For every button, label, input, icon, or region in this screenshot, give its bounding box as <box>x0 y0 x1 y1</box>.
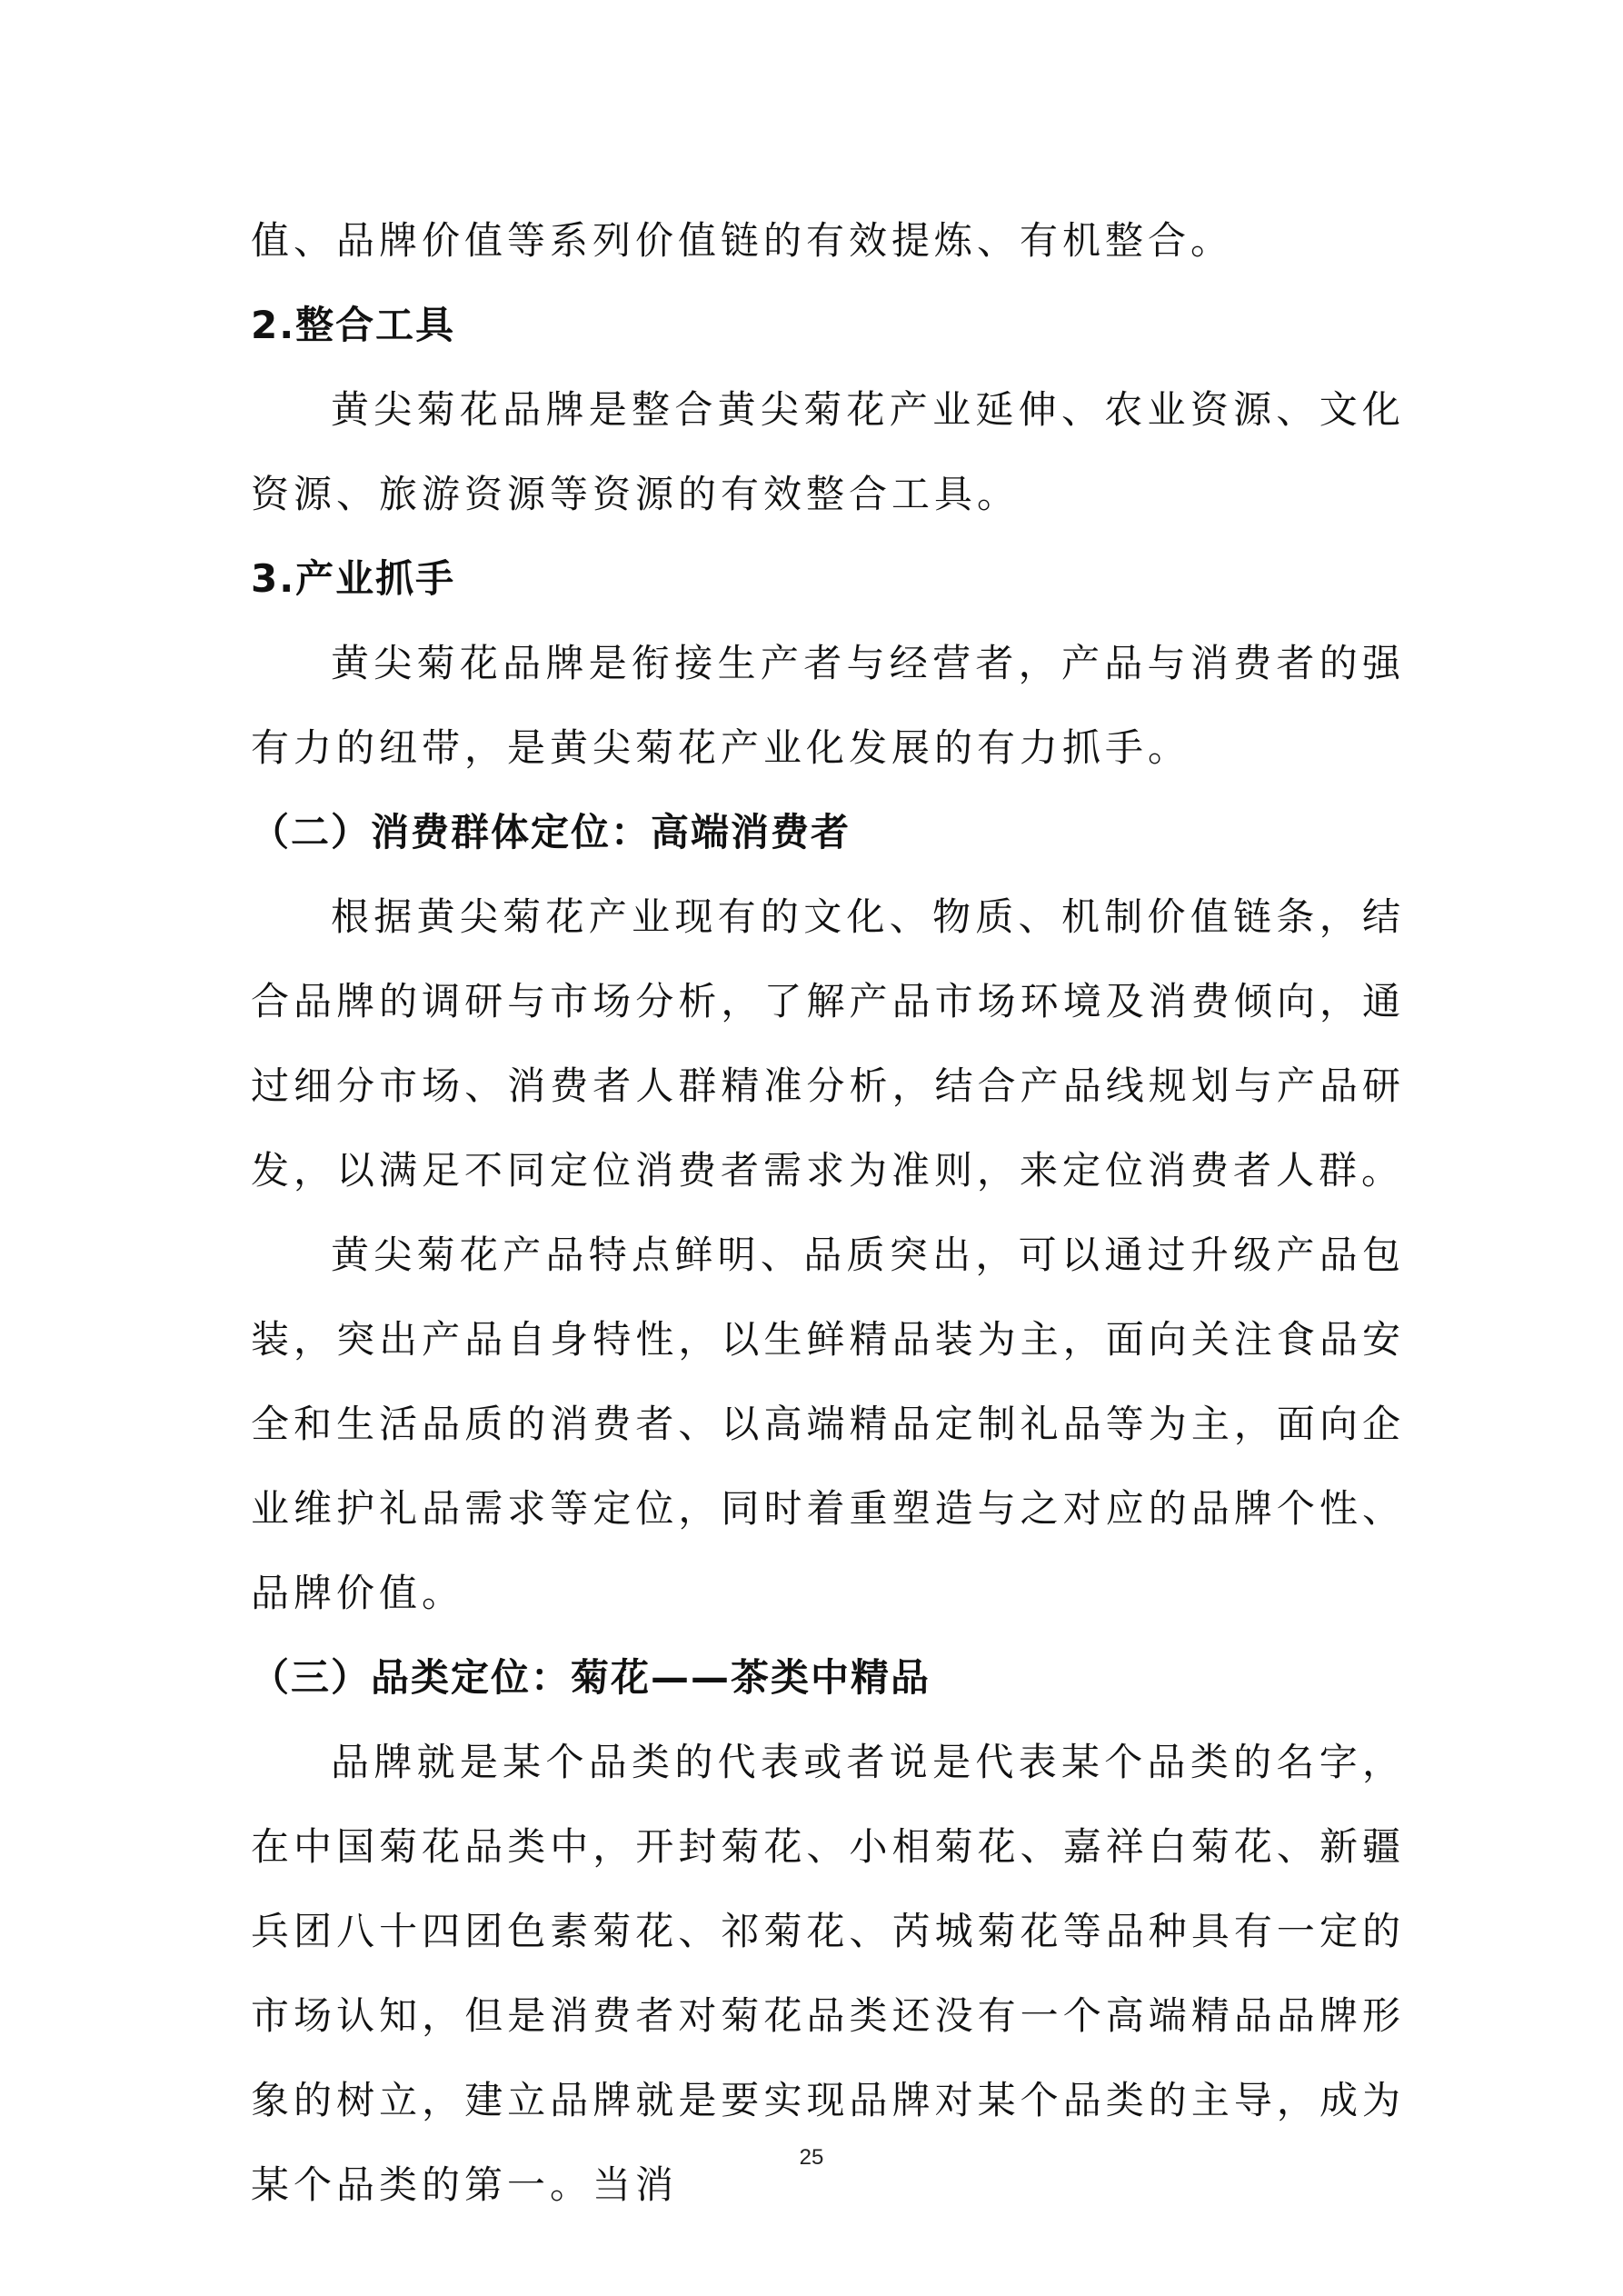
heading-category-positioning: （三）品类定位：菊花——茶类中精品 <box>251 1655 931 1700</box>
paragraph-consumer-positioning-1: 根据黄尖菊花产业现有的文化、物质、机制价值链条，结合品牌的调研与市场分析，了解产品市场环境及消费倾向，通过细分市场、消费者人群精准分析，结合产品线规划与产品研发，以满足不同定位消费者需求为准则，来定位消费者人群。 <box>251 894 1405 1193</box>
paragraph-consumer-positioning-2: 黄尖菊花产品特点鲜明、品质突出，可以通过升级产品包装，突出产品自身特性，以生鲜精品装为主，面向关注食品安全和生活品质的消费者、以高端精品定制礼品等为主，面向企业维护礼品需求等定位，同时着重塑造与之对应的品牌个性、品牌价值。 <box>251 1233 1405 1615</box>
page-number: 25 <box>799 2145 824 2170</box>
heading-industry-lever: 3.产业抓手 <box>251 556 456 601</box>
heading-integration-tool: 2.整合工具 <box>251 303 456 347</box>
paragraph-industry-lever: 黄尖菊花品牌是衔接生产者与经营者，产品与消费者的强有力的纽带，是黄尖菊花产业化发展的有力抓手。 <box>251 641 1405 770</box>
paragraph-continuation: 值、品牌价值等系列价值链的有效提炼、有机整合。 <box>251 218 1234 263</box>
page-body <box>251 198 1405 2227</box>
heading-consumer-positioning: （二）消费群体定位：高端消费者 <box>251 810 851 854</box>
paragraph-category-positioning: 品牌就是某个品类的代表或者说是代表某个品类的名字，在中国菊花品类中，开封菊花、小相菊花、嘉祥白菊花、新疆兵团八十四团色素菊花、祁菊花、芮城菊花等品种具有一定的市场认知，但是消费者对菊花品类还没有一个高端精品品牌形象的树立，建立品牌就是要实现品牌对某个品类的主导，成为某个品类的第一。当消 <box>251 1740 1405 2207</box>
paragraph-integration-tool: 黄尖菊花品牌是整合黄尖菊花产业延伸、农业资源、文化资源、旅游资源等资源的有效整合工具。 <box>251 387 1405 516</box>
